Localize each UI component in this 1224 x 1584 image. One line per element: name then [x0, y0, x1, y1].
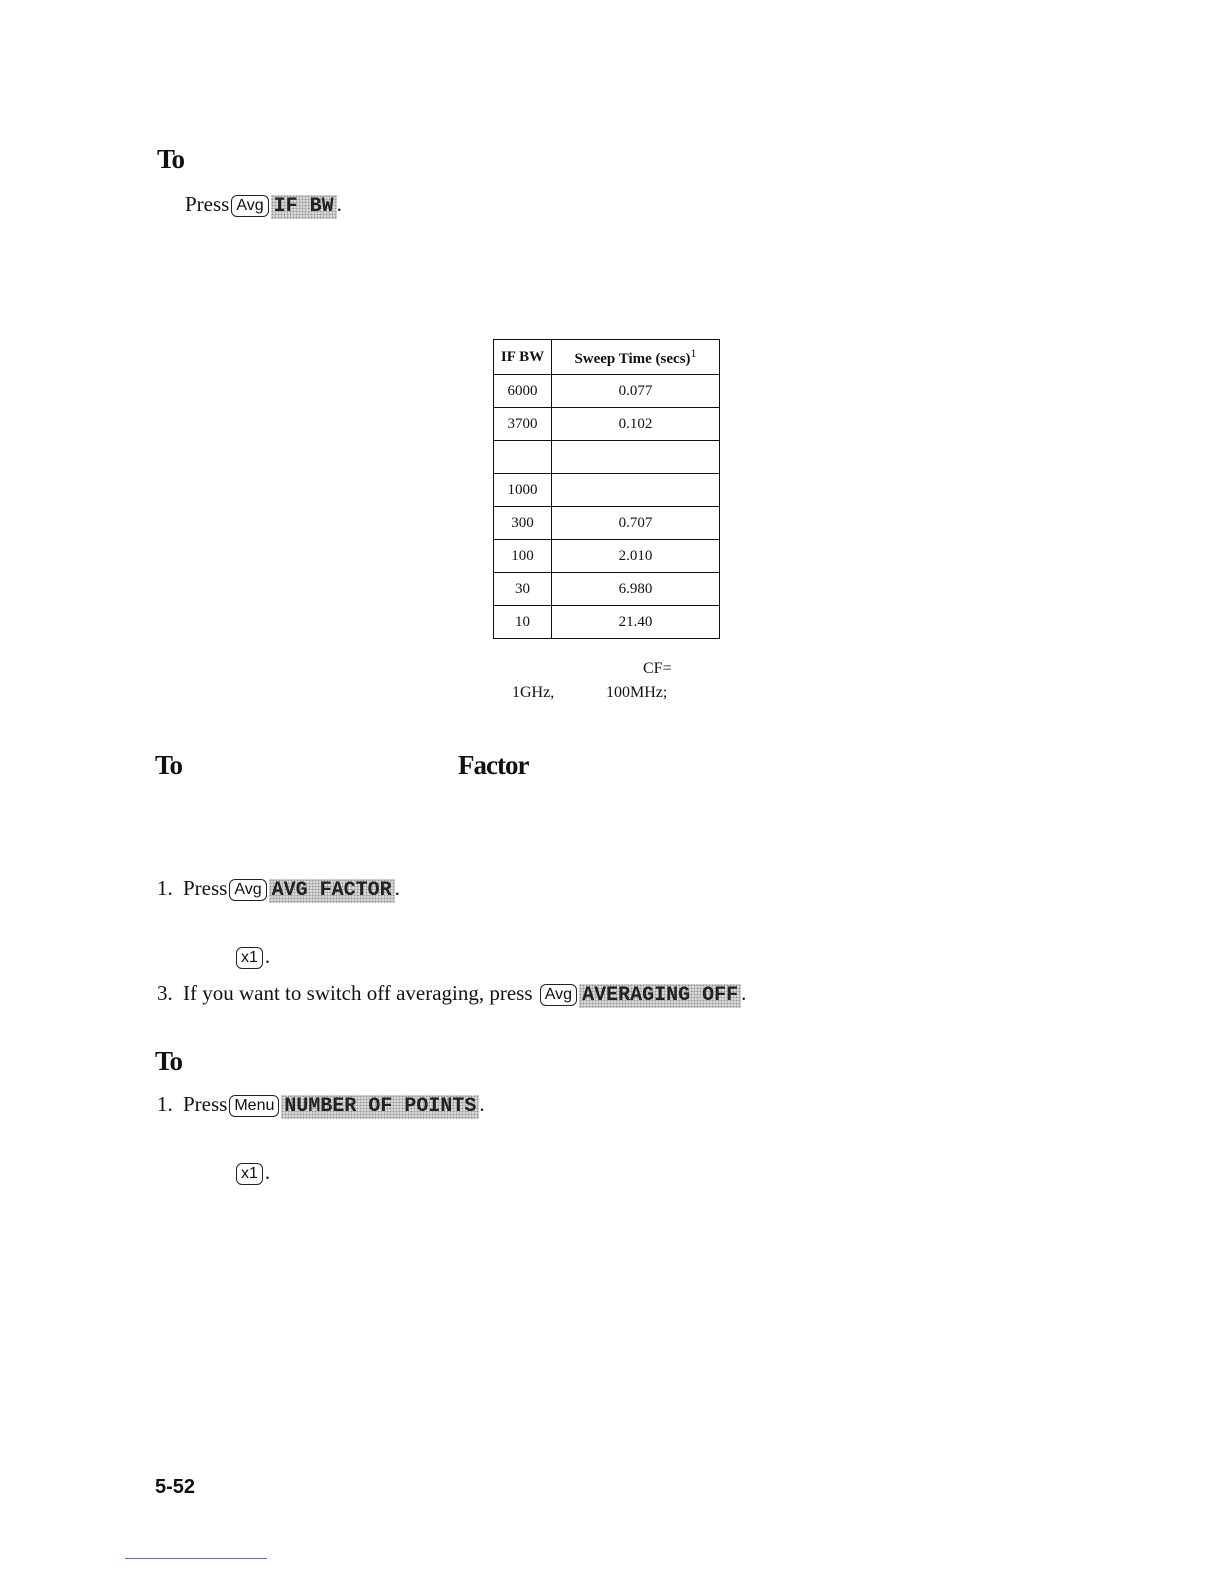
step-text: Press [183, 876, 228, 900]
table-note-line1: CF= [643, 660, 672, 677]
header-sweep-time [552, 340, 720, 375]
cell-if-bw: 300 [494, 507, 552, 540]
table-note-line2a: 1GHz, [512, 684, 555, 701]
averaging-off-softkey[interactable]: AVERAGING OFF [579, 984, 741, 1008]
header-if-bw: IF BW [494, 340, 552, 375]
if-bw-softkey[interactable]: IF BW [271, 195, 337, 219]
section-heading-avg-a: To [155, 750, 183, 780]
avg-step-2 [234, 944, 270, 969]
cell-if-bw: 10 [494, 606, 552, 639]
cell-sweep-time: 2.010 [552, 540, 720, 573]
x1-key[interactable]: x1 [236, 1163, 263, 1185]
points-step-2 [234, 1160, 270, 1185]
cell-if-bw: 3700 [494, 408, 552, 441]
step-text: If you want to switch off averaging, press [183, 981, 533, 1005]
avg-step-1 [157, 876, 400, 903]
section-heading-if-bw: To [157, 144, 185, 174]
points-step-1 [157, 1092, 485, 1119]
period: . [264, 944, 271, 968]
table-row [494, 408, 720, 441]
step-number: 1. [157, 876, 173, 900]
cell-if-bw: 30 [494, 573, 552, 606]
cell-if-bw: 100 [494, 540, 552, 573]
table-row [494, 573, 720, 606]
table-row [494, 441, 720, 474]
cell-sweep-time: 6.980 [552, 573, 720, 606]
period: . [741, 981, 747, 1005]
table-row [494, 474, 720, 507]
section-heading-avg-b: Factor [458, 750, 529, 780]
table-header-row [494, 340, 720, 375]
cell-if-bw [494, 441, 552, 474]
cell-sweep-time [552, 474, 720, 507]
cell-sweep-time: 0.707 [552, 507, 720, 540]
table-row [494, 507, 720, 540]
period: . [336, 192, 342, 216]
if-bw-instruction [185, 192, 342, 219]
cell-sweep-time: 21.40 [552, 606, 720, 639]
avg-factor-softkey[interactable]: AVG FACTOR [269, 879, 395, 903]
x1-key[interactable]: x1 [236, 947, 263, 969]
step-text: Press [183, 1092, 228, 1116]
press-label: Press [185, 192, 230, 216]
menu-key[interactable]: Menu [229, 1095, 279, 1117]
header-sweep-time-label: Sweep Time (secs) [574, 351, 691, 367]
cell-sweep-time: 0.077 [552, 375, 720, 408]
avg-key[interactable]: Avg [229, 879, 266, 901]
step-number: 1. [157, 1092, 173, 1116]
sweep-time-table [493, 339, 720, 639]
page-number: 5-52 [155, 1476, 196, 1498]
section-heading-points: To [155, 1046, 183, 1076]
period: . [394, 876, 400, 900]
bottom-rule [125, 1558, 267, 1559]
avg-step-3 [157, 981, 746, 1008]
table-row [494, 606, 720, 639]
period: . [264, 1160, 271, 1184]
period: . [479, 1092, 485, 1116]
cell-sweep-time [552, 441, 720, 474]
step-number: 3. [157, 981, 173, 1005]
table-row [494, 540, 720, 573]
cell-if-bw: 6000 [494, 375, 552, 408]
cell-if-bw: 1000 [494, 474, 552, 507]
number-of-points-softkey[interactable]: NUMBER OF POINTS [281, 1095, 479, 1119]
footnote-mark: 1 [690, 346, 697, 360]
avg-key[interactable]: Avg [540, 984, 577, 1006]
table-row [494, 375, 720, 408]
table-note-line2b: 100MHz; [606, 684, 668, 701]
avg-key[interactable]: Avg [231, 195, 268, 217]
cell-sweep-time: 0.102 [552, 408, 720, 441]
